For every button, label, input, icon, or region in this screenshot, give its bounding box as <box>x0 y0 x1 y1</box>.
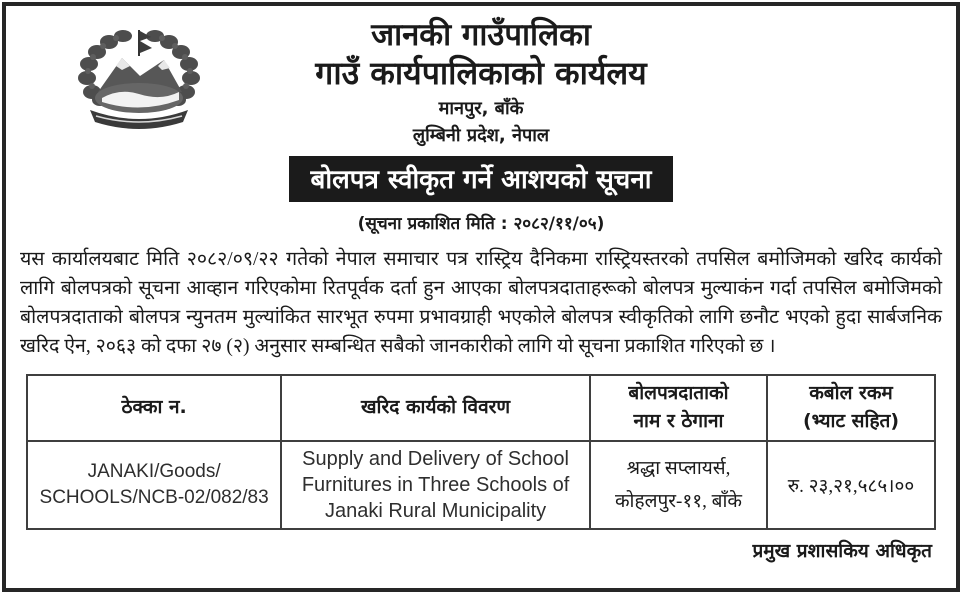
table-row <box>27 441 935 529</box>
published-date: (सूचना प्रकाशित मिति : २०८२/११/०५) <box>357 214 605 235</box>
municipality-name: जानकी गाउँपालिका <box>371 17 591 53</box>
office-name: गाउँ कार्यपालिकाको कार्यलय <box>315 53 647 92</box>
cell-contract-no: JANAKI/Goods/ SCHOOLS/NCB-02/082/83 <box>27 441 281 529</box>
notice-title-banner: बोलपत्र स्वीकृत गर्ने आशयको सूचना <box>289 156 674 202</box>
bid-details-table <box>26 374 936 530</box>
office-province: लुम्बिनी प्रदेश, नेपाल <box>412 125 550 147</box>
header-contract-no <box>27 375 281 441</box>
header-quoted-amount: कबोल रकम (भ्याट सहित) <box>767 375 935 441</box>
cell-bidder-name-address: श्रद्धा सप्लायर्स, कोहलपुर-११, बाँके <box>590 441 767 529</box>
cell-quoted-amount: रु. २३,२१,५८५।०० <box>767 441 935 529</box>
notice-title-row <box>6 156 956 202</box>
office-address: मानपुर, बाँके <box>438 98 524 120</box>
table-header-row <box>27 375 935 441</box>
header-work-description <box>281 375 590 441</box>
cell-work-description: Supply and Delivery of School Furnitures in Three Schools of Janaki Rural Municipality <box>281 441 590 529</box>
municipality-emblem-icon <box>72 26 206 136</box>
signatory-title: प्रमुख प्रशासकिय अधिकृत <box>752 540 932 563</box>
header-contract-no-label: ठेक्का न. <box>121 396 187 419</box>
header-bidder-name-address: बोलपत्रदाताको नाम र ठेगाना <box>590 375 767 441</box>
notice-document <box>2 2 960 592</box>
notice-body-paragraph: यस कार्यालयबाट मिति २०८२/०९/२२ गतेको नेपाल समाचार पत्र रास्ट्रिय दैनिकमा रास्ट्रियस्तरको तपसिल बमोजिमको खरिद कार्यको लागि बोलपत्रको सूचना आव्हान गरिएकोमा रितपूर्वक दर्ता हुन आएका बोलपत्रदाताहरूको बोलपत्र मुल्याकंन गर्दा तपसिल बमोजिमको बोलपत्रदाताको बोलपत्र न्युनतम मुल्यांकित सारभूत रुपमा प्रभावग्राही भएकोले बोलपत्र स्वीकृतिको लागि छनौट भएको हुदा सार्बजनिक खरिद ऐन, २०६३ को दफा २७ (२) अनुसार सम्बन्धित सबैको जानकारीको लागि यो सूचना प्रकाशित गरिएको छ । <box>20 249 942 358</box>
header-work-description-label: खरिद कार्यको विवरण <box>361 396 511 419</box>
